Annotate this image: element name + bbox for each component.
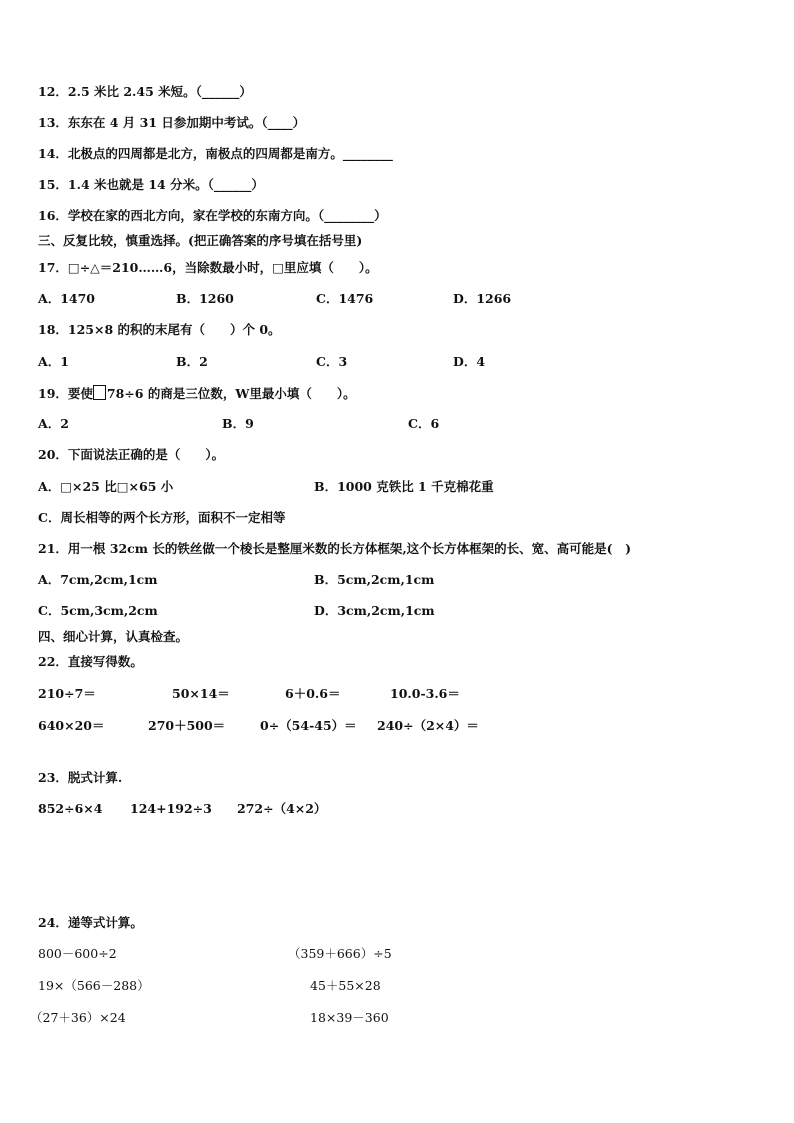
- q23-item: 272÷（4×2）: [237, 801, 327, 816]
- question-13: 13．东东在 4 月 31 日参加期中考试。（____）: [38, 115, 306, 130]
- q18-option-a: A．1: [38, 354, 69, 369]
- question-14: 14．北极点的四周都是北方，南极点的四周都是南方。________: [38, 146, 393, 161]
- q22-item: 50×14＝: [172, 686, 230, 701]
- q17-option-b: B．1260: [176, 291, 234, 306]
- q19-option-c: C．6: [408, 416, 440, 431]
- q18-option-d: D．4: [453, 354, 486, 369]
- q22-item: 640×20＝: [38, 718, 105, 733]
- question-21: 21．用一根 32cm 长的铁丝做一个棱长是整厘米数的长方体框架,这个长方体框架的长、宽、高可能是( ): [38, 541, 632, 556]
- q24-item: （27＋36）×24: [30, 1010, 126, 1025]
- section-3-heading: 三、反复比较，慎重选择。(把正确答案的序号填在括号里): [38, 233, 363, 248]
- q24-item: 800－600÷2: [38, 946, 117, 961]
- q22-item: 210÷7＝: [38, 686, 96, 701]
- q20-option-c: C．周长相等的两个长方形，面积不一定相等: [38, 510, 286, 525]
- q21-option-b: B．5cm,2cm,1cm: [314, 572, 435, 587]
- question-20: 20．下面说法正确的是（ ）。: [38, 447, 225, 462]
- question-16: 16．学校在家的西北方向，家在学校的东南方向。（________）: [38, 208, 387, 223]
- question-15: 15．1.4 米也就是 14 分米。（______）: [38, 177, 264, 192]
- q22-item: 0÷（54-45）＝: [260, 718, 357, 733]
- question-12: 12．2.5 米比 2.45 米短。（______）: [38, 84, 252, 99]
- q20-option-b: B．1000 克铁比 1 千克棉花重: [314, 479, 494, 494]
- q24-item: 19×（566－288）: [38, 978, 150, 993]
- q19-suffix: 78÷6 的商是三位数，W里最小填（ ）。: [106, 386, 356, 401]
- q23-item: 124+192÷3: [130, 801, 212, 816]
- question-17: 17．□÷△＝210……6，当除数最小时，□里应填（ ）。: [38, 260, 378, 275]
- question-22: 22．直接写得数。: [38, 654, 143, 669]
- q22-item: 270＋500＝: [148, 718, 226, 733]
- q22-item: 240÷（2×4）＝: [377, 718, 479, 733]
- q23-item: 852÷6×4: [38, 801, 103, 816]
- q24-item: （359＋666）÷5: [288, 946, 392, 961]
- q19-option-b: B．9: [222, 416, 254, 431]
- question-19: [38, 385, 356, 402]
- q21-option-a: A．7cm,2cm,1cm: [38, 572, 158, 587]
- q24-item: 45＋55×28: [310, 978, 381, 993]
- blank-box: [93, 385, 106, 400]
- q17-option-a: A．1470: [38, 291, 95, 306]
- q19-prefix: 19．要使: [38, 386, 93, 401]
- section-4-heading: 四、细心计算，认真检查。: [38, 629, 189, 644]
- q19-option-a: A．2: [38, 416, 69, 431]
- q24-item: 18×39－360: [310, 1010, 389, 1025]
- question-23: 23．脱式计算.: [38, 770, 123, 785]
- q20-option-a: A．□×25 比□×65 小: [38, 479, 174, 494]
- q22-item: 6＋0.6＝: [285, 686, 341, 701]
- q21-option-d: D．3cm,2cm,1cm: [314, 603, 435, 618]
- q17-option-c: C．1476: [316, 291, 374, 306]
- question-24: 24．递等式计算。: [38, 915, 143, 930]
- q17-option-d: D．1266: [453, 291, 512, 306]
- q18-option-c: C．3: [316, 354, 348, 369]
- q18-option-b: B．2: [176, 354, 208, 369]
- question-18: 18．125×8 的积的末尾有（ ）个 0。: [38, 322, 281, 337]
- q21-option-c: C．5cm,3cm,2cm: [38, 603, 158, 618]
- q22-item: 10.0-3.6＝: [390, 686, 460, 701]
